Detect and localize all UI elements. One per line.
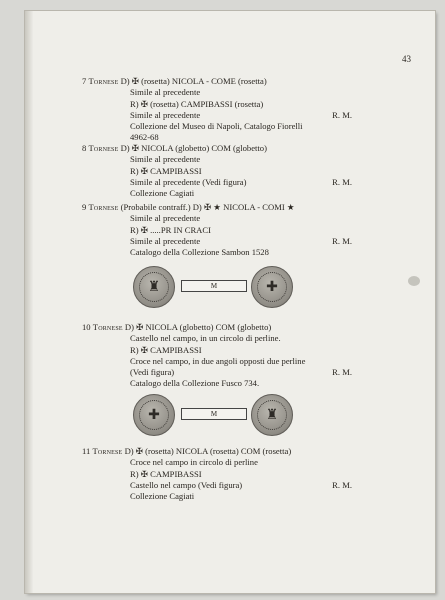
- entry-line: Simile al precedente: [130, 154, 201, 165]
- entry-line: R) ✠ (rosetta) CAMPIBASSI (rosetta): [130, 98, 264, 109]
- entry-heading: 10 Tornese D) ✠ NICOLA (globetto) COM (globetto): [82, 322, 272, 332]
- entry-heading: 8 Tornese D) ✠ NICOLA (globetto) COM (globetto): [82, 143, 267, 153]
- entry-line: Simile al precedente R. M.: [130, 235, 352, 246]
- entry-line: 4962-68: [130, 132, 159, 143]
- catalog-entry-10: [82, 322, 352, 390]
- entry-line: Catalogo della Collezione Sambon 1528: [130, 247, 269, 258]
- coin-figure-2: [133, 394, 293, 446]
- page-number: 43: [402, 54, 411, 64]
- entry-line: Castello nel campo, in un circolo di perline.: [130, 333, 281, 344]
- coin-reverse-image: [251, 394, 293, 436]
- entry-line: R) ✠ .....PR IN CRACI: [130, 224, 211, 235]
- rarity-mark: R. M.: [332, 235, 352, 246]
- castle-motif-icon: ♜: [147, 279, 161, 295]
- coin-figure-1: [133, 266, 293, 318]
- cross-motif-icon: ✚: [266, 279, 278, 295]
- castle-motif-icon: ♜: [265, 407, 279, 423]
- entry-line: Catalogo della Collezione Fusco 734.: [130, 378, 260, 389]
- rarity-mark: R. M.: [332, 176, 352, 187]
- entry-heading: 11 Tornese D) ✠ (rosetta) NICOLA (rosetta) COM (rosetta): [82, 446, 292, 456]
- entry-heading: 7 Tornese D) ✠ (rosetta) NICOLA - COME (rosetta): [82, 76, 267, 86]
- entry-line: Croce nel campo, in due angoli opposti due perline: [130, 355, 306, 366]
- coin-obverse-image: [133, 266, 175, 308]
- entry-line: Simile al precedente: [130, 87, 201, 98]
- entry-line: R) ✠ CAMPIBASSI: [130, 468, 202, 479]
- coin-obverse-image: [133, 394, 175, 436]
- page-smudge: [408, 276, 420, 286]
- cross-motif-icon: ✚: [148, 407, 160, 423]
- entry-line: (Vedi figura) R. M.: [130, 367, 352, 378]
- page-binding-edge: [25, 11, 33, 593]
- coin-reverse-image: [251, 266, 293, 308]
- entry-line: Castello nel campo (Vedi figura) R. M.: [130, 479, 352, 490]
- entry-line: R) ✠ CAMPIBASSI: [130, 165, 202, 176]
- entry-line: Collezione Cagiati: [130, 188, 195, 199]
- rarity-mark: R. M.: [332, 479, 352, 490]
- entry-line: Collezione Cagiati: [130, 491, 195, 502]
- catalog-entry-7: [82, 76, 352, 144]
- catalog-entry-9: [82, 202, 352, 258]
- rarity-mark: R. M.: [332, 109, 352, 120]
- entry-heading: 9 Tornese (Probabile contraff.) D) ✠ ★ NICOLA - COMI ★: [82, 202, 295, 212]
- entry-line: Simile al precedente (Vedi figura) R. M.: [130, 176, 352, 187]
- entry-line: Simile al precedente R. M.: [130, 109, 352, 120]
- figure-tag: M: [181, 408, 247, 420]
- entry-line: R) ✠ CAMPIBASSI: [130, 344, 202, 355]
- rarity-mark: R. M.: [332, 367, 352, 378]
- entry-line: Simile al precedente: [130, 213, 201, 224]
- entry-line: Croce nel campo in circolo di perline: [130, 457, 258, 468]
- entry-line: Collezione del Museo di Napoli, Catalogo Fiorelli: [130, 121, 303, 132]
- catalog-entry-11: [82, 446, 352, 502]
- catalog-entry-8: [82, 143, 352, 199]
- figure-tag: M: [181, 280, 247, 292]
